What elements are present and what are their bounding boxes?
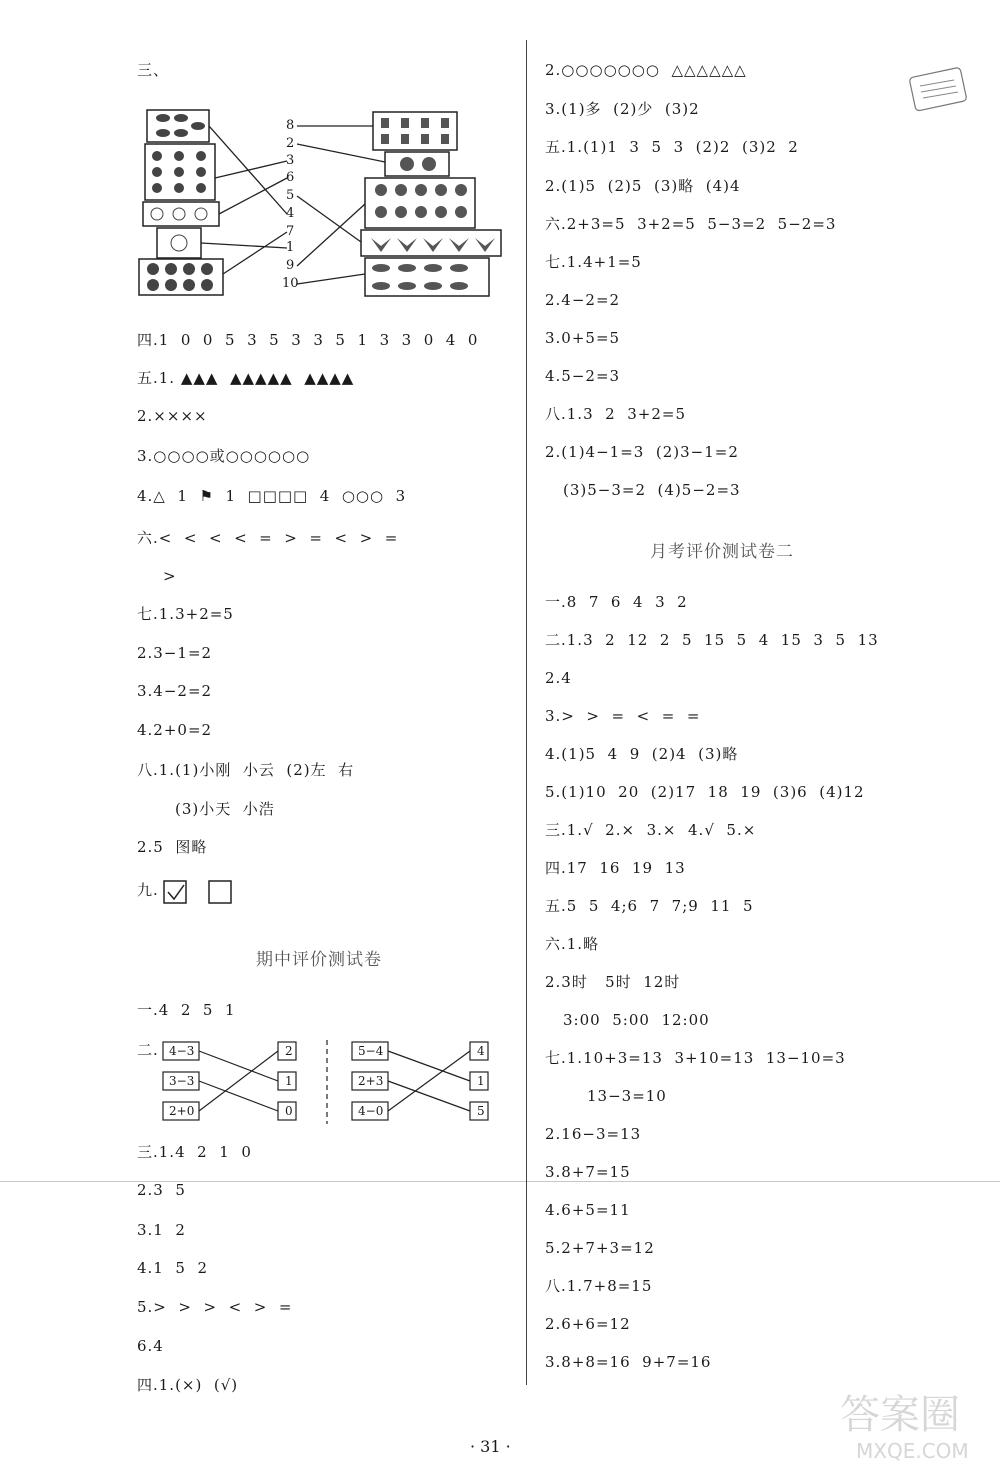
- answer-line: 二.: [137, 1041, 159, 1059]
- heading-midterm: 期中评价测试卷: [256, 950, 382, 970]
- answer-line: (3)小天 小浩: [175, 800, 275, 818]
- answer-line: 四.17 16 19 13: [545, 859, 686, 877]
- matching-box-label: 0: [285, 1104, 293, 1118]
- answer-line: 八.1.3 2 3+2=5: [545, 405, 687, 423]
- site-watermark: [830, 1380, 990, 1465]
- matching-box-label: 1: [285, 1074, 293, 1088]
- answer-line: 3.8+8=16 9+7=16: [545, 1353, 712, 1371]
- answer-line: 六.1.略: [545, 935, 600, 953]
- answer-boxes: [163, 880, 243, 906]
- matching-box-label: 5−4: [358, 1044, 384, 1058]
- answer-line: 2.(1)5 (2)5 (3)略 (4)4: [545, 177, 741, 195]
- answer-line: 七.1.4+1=5: [545, 253, 642, 271]
- answer-line: (3)5−3=2 (4)5−2=3: [563, 481, 741, 499]
- matching-box-label: 2+0: [169, 1104, 195, 1118]
- matching-box-label: 4−3: [169, 1044, 195, 1058]
- matching-number: 7: [286, 224, 295, 239]
- matching-box-label: 1: [477, 1074, 485, 1088]
- answer-line: 4.5−2=3: [545, 367, 621, 385]
- answer-line: 6.4: [137, 1337, 164, 1355]
- answer-line: 一.8 7 6 4 3 2: [545, 593, 688, 611]
- answer-line: 五.1. ▲▲▲ ▲▲▲▲▲ ▲▲▲▲: [137, 369, 355, 387]
- answer-line: 2.4: [545, 669, 572, 687]
- answer-line: 2.4−2=2: [545, 291, 621, 309]
- matching-number: 9: [286, 258, 295, 273]
- answer-line: 5.(1)10 20 (2)17 18 19 (3)6 (4)12: [545, 783, 865, 801]
- answer-line: 七.1.10+3=13 3+10=13 13−10=3: [545, 1049, 846, 1067]
- matching-number: 2: [286, 136, 295, 151]
- watermark-logo-text: 答案圈: [840, 1392, 960, 1438]
- corner-stamp: [908, 66, 970, 116]
- answer-line: 3.0+5=5: [545, 329, 621, 347]
- answer-line: 4.△ 1 ⚑ 1 □□□□ 4 ○○○ 3: [137, 487, 407, 505]
- answer-line: 4.(1)5 4 9 (2)4 (3)略: [545, 745, 739, 763]
- answer-line: 5.> > > < > =: [137, 1298, 293, 1316]
- answer-line: 3.> > = < = =: [545, 707, 701, 725]
- answer-line: 三.1.4 2 1 0: [137, 1143, 252, 1161]
- answer-line: 4.1 5 2: [137, 1259, 209, 1277]
- matching-number: 8: [286, 118, 295, 133]
- column-divider: [526, 40, 527, 1385]
- answer-line: 七.1.3+2=5: [137, 605, 234, 623]
- matching-number: 10: [282, 276, 299, 291]
- answer-line: 六.2+3=5 3+2=5 5−3=2 5−2=3: [545, 215, 837, 233]
- answer-line: 八.1.(1)小刚 小云 (2)左 右: [137, 761, 355, 779]
- matching-number: 5: [286, 188, 295, 203]
- answer-line: 2.5 图略: [137, 838, 208, 856]
- matching-box-label: 5: [477, 1104, 485, 1118]
- page-number: · 31 ·: [470, 1437, 511, 1456]
- answer-line: 九.: [137, 881, 159, 899]
- matching-box-label: 2+3: [358, 1074, 384, 1088]
- heading-monthly-test-2: 月考评价测试卷二: [650, 542, 794, 562]
- matching-box-label: 3−3: [169, 1074, 195, 1088]
- answer-line: >: [163, 567, 177, 585]
- matching-box-label: 2: [285, 1044, 293, 1058]
- answer-line: 3.4−2=2: [137, 682, 213, 700]
- answer-line: 3.(1)多 (2)少 (3)2: [545, 100, 700, 118]
- answer-line: 2.3时 5时 12时: [545, 973, 681, 991]
- answer-line: 三.1.√ 2.× 3.× 4.√ 5.×: [545, 821, 757, 839]
- answer-line: 一.4 2 5 1: [137, 1001, 236, 1019]
- matching-box-label: 4−0: [358, 1104, 384, 1118]
- answer-line: 3.8+7=15: [545, 1163, 631, 1181]
- answer-line: 3.○○○○或○○○○○○: [137, 447, 311, 465]
- matching-number: 6: [286, 170, 295, 185]
- matching-box-label: 4: [477, 1044, 485, 1058]
- answer-line: 13−3=10: [587, 1087, 667, 1105]
- answer-line: 五.5 5 4;6 7 7;9 11 5: [545, 897, 754, 915]
- answer-line: 2.16−3=13: [545, 1125, 642, 1143]
- answer-line: 二.1.3 2 12 2 5 15 5 4 15 3 5 13: [545, 631, 879, 649]
- answer-line: 六.< < < < = > = < > =: [137, 529, 399, 547]
- answer-line: 三、: [137, 61, 170, 79]
- answer-line: 3:00 5:00 12:00: [563, 1011, 710, 1029]
- answer-line: 2.○○○○○○○ △△△△△△: [545, 61, 747, 79]
- answer-line: 四.1 0 0 5 3 5 3 3 5 1 3 3 0 4 0: [137, 331, 479, 349]
- matching-number: 3: [286, 153, 295, 168]
- answer-line: 2.3 5: [137, 1181, 186, 1199]
- answer-line: 2.××××: [137, 407, 208, 425]
- answer-line: 5.2+7+3=12: [545, 1239, 655, 1257]
- answer-line: 五.1.(1)1 3 5 3 (2)2 (3)2 2: [545, 138, 799, 156]
- answer-line: 2.(1)4−1=3 (2)3−1=2: [545, 443, 739, 461]
- answer-line: 八.1.7+8=15: [545, 1277, 653, 1295]
- matching-figure: [135, 106, 515, 301]
- answer-line: 2.6+6=12: [545, 1315, 631, 1333]
- matching-number: 4: [286, 206, 295, 221]
- answer-line: 四.1.(×) (√): [137, 1376, 239, 1394]
- expression-matching: [162, 1040, 502, 1124]
- matching-number: 1: [286, 240, 295, 255]
- answer-line: 4.2+0=2: [137, 721, 213, 739]
- answer-line: 2.3−1=2: [137, 644, 213, 662]
- answer-line: 3.1 2: [137, 1221, 186, 1239]
- watermark-url-text: MXQE.COM: [856, 1439, 969, 1463]
- answer-line: 4.6+5=11: [545, 1201, 631, 1219]
